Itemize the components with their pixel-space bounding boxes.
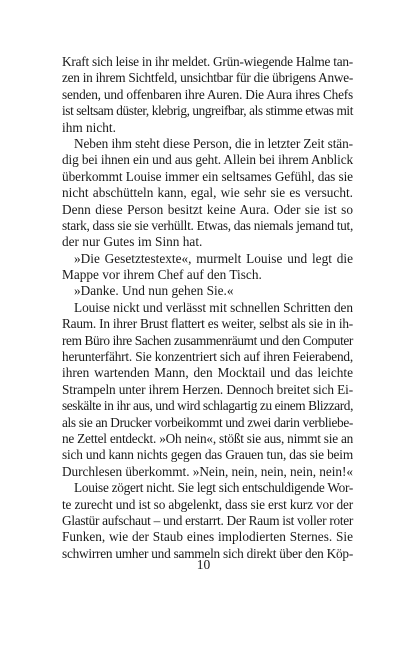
text-line: Kraft sich leise in ihr meldet. Grün-wiegende Halme tan- — [62, 54, 353, 69]
text-line: Funken, wie der Staub eines implodierten Sternes. Sie — [62, 529, 353, 545]
text-line: herunterfährt. Sie konzentriert sich auf ihren Feierabend, — [62, 349, 353, 365]
text-line: seskälte in ihr aus, und wird schlagartig zu einem Blizzard, — [62, 398, 354, 414]
text-line: Strampeln unter ihrem Herzen. Dennoch breitet sich Ei- — [62, 381, 354, 397]
text-line: senden, und offenbaren ihre Auren. Die Aura ihres Chefs — [62, 86, 353, 102]
text-line: als sie an Drucker vorbeikommt und zwei darin verbliebe- — [62, 414, 354, 430]
text-line: zen in ihrem Sichtfeld, unsichtbar für die übrigens Anwe- — [62, 70, 354, 86]
text-line: rem Büro ihre Sachen zusammenräumt und den Computer — [62, 332, 353, 348]
page-number: 10 — [196, 557, 211, 572]
text-line: ihm nicht. — [62, 119, 116, 135]
text-line: Glastür aufschaut – und erstarrt. Der Raum ist voller roter — [62, 512, 354, 528]
text-line: te zurecht und ist so abgelenkt, dass sie erst kurz vor der — [62, 496, 353, 512]
text-line: Durchlesen überkommt. »Nein, nein, nein, nein, nein!« — [62, 463, 353, 479]
text-line: ihren wartenden Mann, den Mocktail und das leichte — [62, 365, 353, 381]
text-line: Mappe vor ihrem Chef auf den Tisch. — [62, 267, 262, 283]
body-text — [62, 54, 353, 562]
text-line: Neben ihm steht diese Person, die in letzter Zeit stän- — [74, 135, 353, 151]
text-line: ist seltsam düster, klebrig, ungreifbar, als stimme etwas mit — [62, 103, 354, 119]
text-line: dig bei ihnen ein und aus geht. Allein bei ihrem Anblick — [62, 152, 353, 168]
text-line: Raum. In ihrer Brust flattert es weiter, selbst als sie in ih- — [62, 316, 353, 332]
text-line: Louise zögert nicht. Sie legt sich entschuldigende Wor- — [74, 480, 353, 496]
text-line: sich und kann nichts gegen das Grauen tun, das sie beim — [62, 447, 353, 463]
text-line: der nur Gutes im Sinn hat. — [62, 234, 203, 250]
text-line: stark, dass sie sie verhüllt. Etwas, das niemals jemand tut, — [62, 217, 353, 233]
text-line: Denn diese Person besitzt keine Aura. Oder sie ist so — [62, 201, 353, 217]
text-line: »Die Gesetztestexte«, murmelt Louise und legt die — [74, 250, 353, 266]
text-line: »Danke. Und nun gehen Sie.« — [74, 283, 234, 299]
text-line: nicht abschütteln kann, egal, wie sehr sie es versucht. — [62, 185, 353, 201]
text-line: Louise nickt und verlässt mit schnellen Schritten den — [74, 299, 354, 315]
text-line: überkommt Louise immer ein seltsames Gefühl, das sie — [62, 168, 354, 184]
text-line: ne Zettel entdeckt. »Oh nein«, stößt sie aus, nimmt sie an — [62, 430, 354, 446]
text-line: schwirren umher und sammeln sich direkt über den Köp- — [62, 545, 354, 561]
